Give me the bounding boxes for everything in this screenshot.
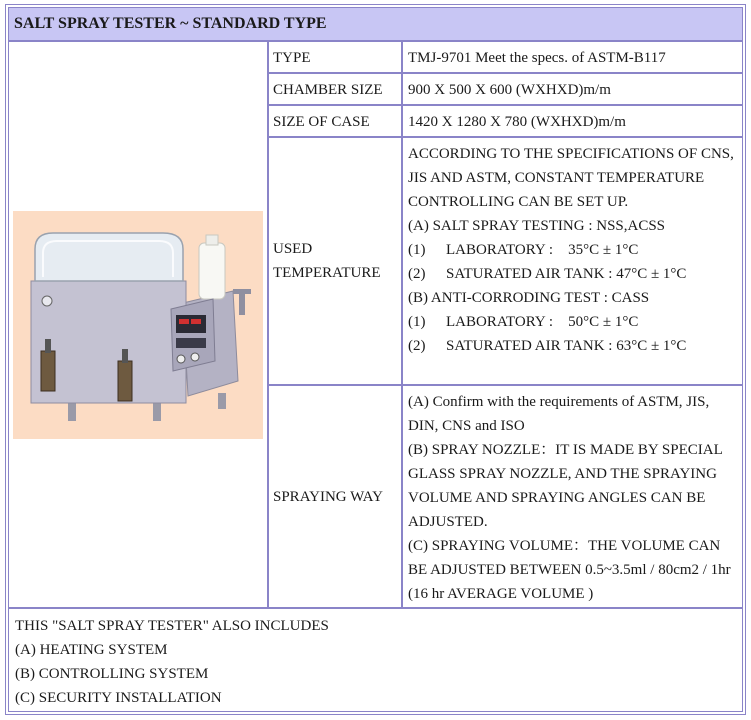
includes-item: (A) HEATING SYSTEM <box>15 642 168 658</box>
chamber-size-value: 900 X 500 X 600 (WXHXD)m/m <box>402 73 743 105</box>
used-temperature-label-text: USED TEMPERATURE <box>273 241 381 281</box>
spraying-b: (B) SPRAY NOZZLE：IT IS MADE BY SPECIAL GLASS SPRAY NOZZLE, AND THE SPRAYING VOLUME AND SPRAYING ANGLES CAN BE ADJUSTED. <box>408 442 723 530</box>
temperature-a1-text: LABORATORY : 35°C ± 1°C <box>446 242 639 258</box>
temperature-a2-num: (2) <box>408 266 426 282</box>
temperature-b1-num: (1) <box>408 314 426 330</box>
temperature-a2-text: SATURATED AIR TANK : 47°C ± 1°C <box>446 266 687 282</box>
spec-table <box>5 4 746 715</box>
temperature-a1-num: (1) <box>408 242 426 258</box>
temperature-b1-text: LABORATORY : 50°C ± 1°C <box>446 314 639 330</box>
temperature-b2-text: SATURATED AIR TANK : 63°C ± 1°C <box>446 338 687 354</box>
temperature-b2 <box>408 334 736 358</box>
includes-intro: THIS "SALT SPRAY TESTER" ALSO INCLUDES <box>15 618 329 634</box>
temperature-b2-num: (2) <box>408 338 426 354</box>
temperature-b-heading: (B) ANTI-CORRODING TEST : CASS <box>408 290 650 306</box>
case-size-label: SIZE OF CASE <box>268 105 402 137</box>
type-label: TYPE <box>268 41 402 73</box>
type-value: TMJ-9701 Meet the specs. of ASTM-B117 <box>402 41 743 73</box>
product-photo-cell <box>8 41 268 608</box>
temperature-a-heading: (A) SALT SPRAY TESTING : NSS,ACSS <box>408 218 666 234</box>
spraying-c: (C) SPRAYING VOLUME：THE VOLUME CAN BE ADJUSTED BETWEEN 0.5~3.5ml / 80cm2 / 1hr (16 hr AVERAGE VOLUME ) <box>408 538 731 602</box>
includes-item: (C) SECURITY INSTALLATION <box>15 690 222 706</box>
temperature-a1 <box>408 238 736 262</box>
spraying-a: (A) Confirm with the requirements of ASTM, JIS, DIN, CNS and ISO <box>408 394 710 434</box>
spraying-way-label: SPRAYING WAY <box>268 385 402 608</box>
table-title: SALT SPRAY TESTER ~ STANDARD TYPE <box>8 7 743 41</box>
case-size-value: 1420 X 1280 X 780 (WXHXD)m/m <box>402 105 743 137</box>
temperature-a2 <box>408 262 736 286</box>
salt-spray-tester-machine-icon <box>13 211 263 439</box>
includes-section <box>8 608 743 712</box>
temperature-b1 <box>408 310 736 334</box>
used-temperature-label <box>268 137 402 385</box>
temperature-intro: ACCORDING TO THE SPECIFICATIONS OF CNS, JIS AND ASTM, CONSTANT TEMPERATURE CONTROLLING CAN BE SET UP. <box>408 146 734 210</box>
chamber-size-label: CHAMBER SIZE <box>268 73 402 105</box>
used-temperature-value <box>402 137 743 385</box>
spraying-way-value <box>402 385 743 608</box>
includes-item: (B) CONTROLLING SYSTEM <box>15 666 209 682</box>
